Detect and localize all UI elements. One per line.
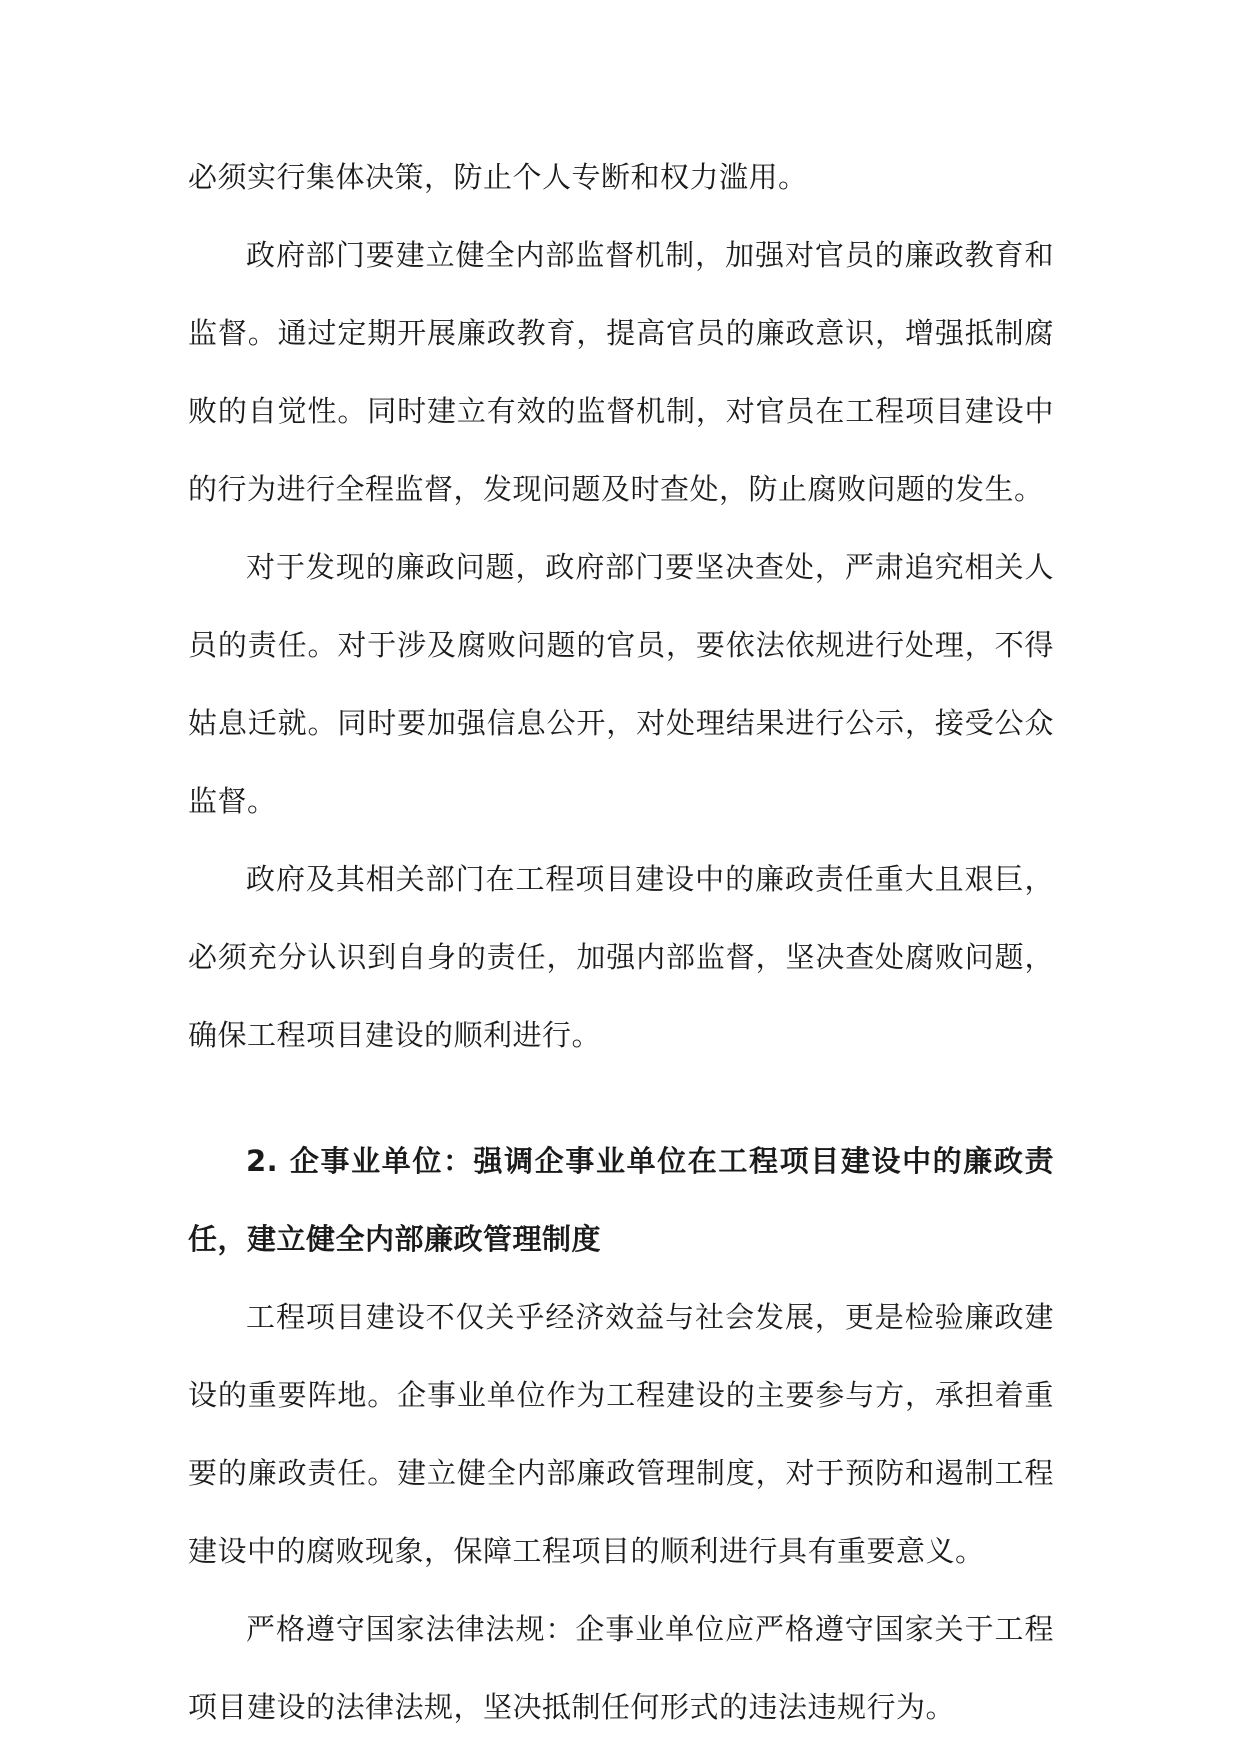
- paragraph-legal-compliance: 严格遵守国家法律法规：企事业单位应严格遵守国家关于工程项目建设的法律法规，坚决抵制任何形式的违法违规行为。: [188, 1612, 1054, 1724]
- paragraph-government-summary: 政府及其相关部门在工程项目建设中的廉政责任重大且艰巨，必须充分认识到自身的责任，加强内部监督，坚决查处腐败问题，确保工程项目建设的顺利进行。: [188, 862, 1054, 1052]
- document-body: [188, 138, 1054, 1746]
- section-heading: 2. 企事业单位：强调企事业单位在工程项目建设中的廉政责任，建立健全内部廉政管理制度: [188, 1144, 1054, 1256]
- paragraph-enterprise-responsibility: 工程项目建设不仅关乎经济效益与社会发展，更是检验廉政建设的重要阵地。企事业单位作为工程建设的主要参与方，承担着重要的廉政责任。建立健全内部廉政管理制度，对于预防和遏制工程建设中的腐败现象，保障工程项目的顺利进行具有重要意义。: [188, 1300, 1054, 1568]
- paragraph-continuation: 必须实行集体决策，防止个人专断和权力滥用。: [188, 160, 808, 194]
- paragraph-internal-supervision: 政府部门要建立健全内部监督机制，加强对官员的廉政教育和监督。通过定期开展廉政教育，提高官员的廉政意识，增强抵制腐败的自觉性。同时建立有效的监督机制，对官员在工程项目建设中的行为进行全程监督，发现问题及时查处，防止腐败问题的发生。: [188, 238, 1054, 506]
- paragraph-investigation: 对于发现的廉政问题，政府部门要坚决查处，严肃追究相关人员的责任。对于涉及腐败问题的官员，要依法依规进行处理，不得姑息迁就。同时要加强信息公开，对处理结果进行公示，接受公众监督。: [188, 550, 1054, 818]
